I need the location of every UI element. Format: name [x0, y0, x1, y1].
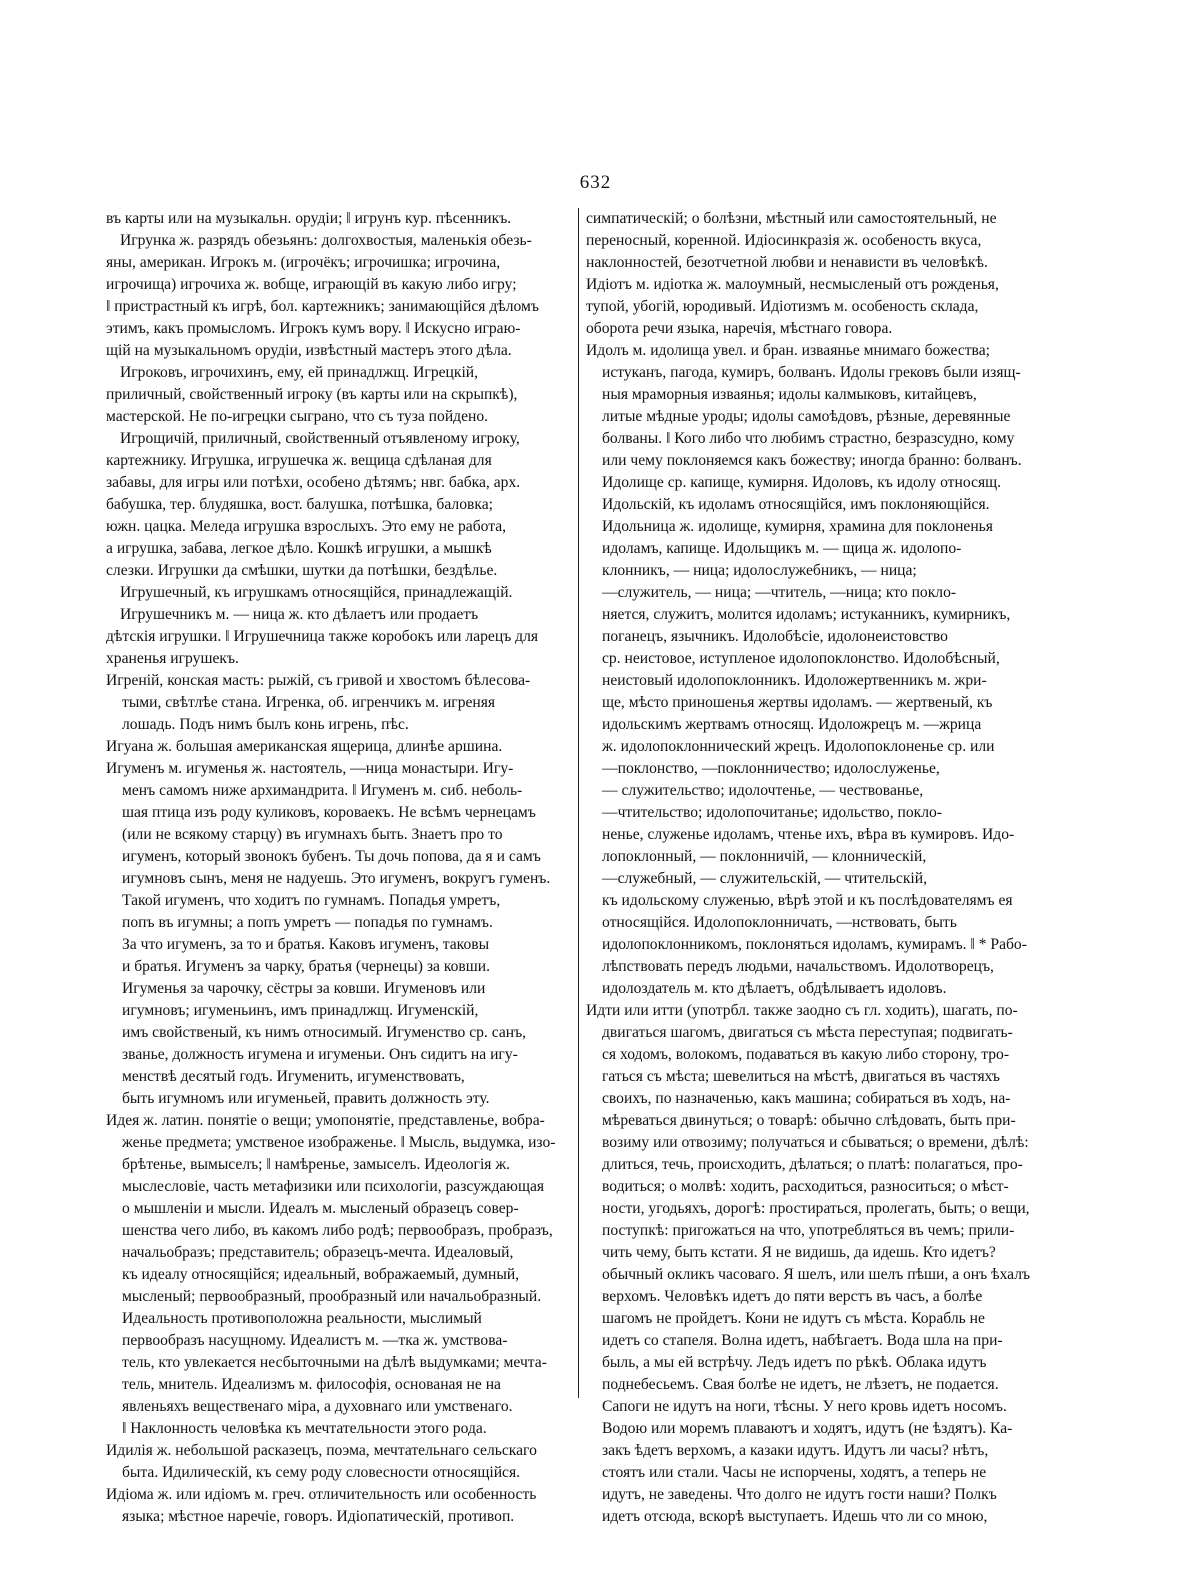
text-line: идолопоклонникомъ, поклоняться идоламъ, кумирамъ. ‖ * Рабо-: [602, 936, 1027, 953]
text-line: ще, мѣсто приношенья жертвы идоламъ. — жертвеный, къ: [602, 694, 993, 711]
text-line: ср. неистовое, иступленое идолопоклонство. Идолобѣсный,: [602, 650, 1000, 667]
text-line: Игуменья за чарочку, сёстры за ковши. Игуменовъ или: [122, 980, 486, 997]
text-line: ‖ пристрастный къ игрѣ, бол. картежникъ; занимающійся дѣломъ: [106, 298, 539, 315]
text-line: водиться; о молвѣ: ходить, расходиться, разноситься; о мѣст-: [602, 1178, 1009, 1195]
text-line: Идіотъ м. идіотка ж. малоумный, несмысленый отъ рожденья,: [586, 276, 999, 293]
text-line: въ карты или на музыкальн. орудіи; ‖ игрунъ кур. пѣсенникъ.: [106, 210, 512, 227]
text-line: ности, угодьяхъ, дорогѣ: простираться, пролегать, быть; о вещи,: [602, 1200, 1030, 1217]
text-line: идутъ, не заведены. Что долго не идутъ гости наши? Полкъ: [602, 1486, 997, 1503]
text-line: Водою или моремъ плаваютъ и ходятъ, идутъ (не ѣздятъ). Ка-: [602, 1420, 1013, 1437]
text-line: менствѣ десятый годъ. Игуменить, игуменствовать,: [122, 1068, 465, 1085]
text-line: дѣтскія игрушки. ‖ Игрушечница также коробокъ или ларецъ для: [106, 628, 539, 645]
text-line: забавы, для игры или потѣхи, особено дѣтямъ; нвг. бабка, арх.: [106, 474, 521, 491]
text-line: брѣтенье, вымыселъ; ‖ намѣренье, замыселъ. Идеологія ж.: [122, 1156, 511, 1173]
text-line: Идея ж. латин. понятіе о вещи; умопонятіе, представленье, вобра-: [106, 1112, 545, 1129]
text-line: переносный, коренной. Идіосинкразія ж. особеность вкуса,: [586, 232, 982, 249]
text-line: игумновъ; игуменьинъ, имъ принадлжщ. Игуменскій,: [122, 1002, 479, 1019]
text-line: Идолъ м. идолища увел. и бран. изваянье мнимаго божества;: [586, 342, 990, 359]
text-line: званье, должность игумена и игуменьи. Онъ сидитъ на игу-: [122, 1046, 518, 1063]
text-line: менъ самомъ ниже архимандрита. ‖ Игуменъ м. сиб. неболь-: [122, 782, 523, 799]
text-line: Игроковъ, игрочихинъ, ему, ей принадлжщ. Игрецкій,: [120, 364, 479, 381]
text-line: возиму или отвозиму; получаться и сбываться; о времени, дѣлѣ:: [602, 1134, 1029, 1151]
text-line: лѣпствовать передъ людьми, начальствомъ. Идолотворецъ,: [602, 958, 994, 975]
text-line: начальобразъ; представитель; образецъ-мечта. Идеаловый,: [122, 1244, 514, 1261]
text-line: ж. идолопоклоннический жрецъ. Идолопоклоненье ср. или: [602, 738, 995, 755]
text-line: Игрушечный, къ игрушкамъ относящійся, принадлежащій.: [120, 584, 513, 601]
text-line: этимъ, какъ промысломъ. Игрокъ кумъ вору. ‖ Искусно играю-: [106, 320, 521, 337]
text-line: Игрунка ж. разрядъ обезьянъ: долгохвостыя, маленькія обезь-: [120, 232, 532, 249]
text-line: лопоклонный, — поклонничій, — клонническій,: [602, 848, 927, 865]
text-line: попъ въ игумны; а попъ умретъ — попадья по гумнамъ.: [122, 914, 493, 931]
text-line: своихъ, по назначенью, какъ машина; собираться въ ходъ, на-: [602, 1090, 1011, 1107]
text-line: быть игумномъ или игуменьей, править должность эту.: [122, 1090, 490, 1107]
text-line: ныя мраморныя изваянья; идолы калмыковъ, китайцевъ,: [602, 386, 977, 403]
text-line: Игреній, конская масть: рыжій, съ гривой и хвостомъ бѣлесова-: [106, 672, 531, 689]
text-line: гаться съ мѣста; шевелиться на мѣстѣ, двигаться въ частяхъ: [602, 1068, 1000, 1085]
text-line: поднебесьемъ. Свая болѣе не идетъ, не лѣзетъ, не подается.: [602, 1376, 999, 1393]
text-line: къ идеалу относящійся; идеальный, вображаемый, думный,: [122, 1266, 520, 1283]
text-line: Такой игуменъ, что ходитъ по гумнамъ. Попадья умретъ,: [122, 892, 501, 909]
text-line: ‖ Наклонность человѣка къ мечтательности этого рода.: [122, 1420, 487, 1437]
text-line: поганецъ, язычникъ. Идолобѣсіе, идолонеистовство: [602, 628, 948, 645]
text-line: шенства чего либо, въ какомъ либо родѣ; первообразъ, пробразъ,: [122, 1222, 553, 1239]
text-line: быль, а мы ей встрѣчу. Ледъ идетъ по рѣкѣ. Облака идутъ: [602, 1354, 987, 1371]
text-line: — служительство; идолочтенье, — чествованье,: [602, 782, 924, 799]
text-line: приличный, свойственный игроку (въ карты или на скрыпкѣ),: [106, 386, 518, 403]
text-line: Игуменъ м. игуменья ж. настоятель, —ница монастыри. Игу-: [106, 760, 514, 777]
text-line: мыслесловіе, часть метафизики или психологіи, разсуждающая: [122, 1178, 545, 1195]
text-line: тель, мнитель. Идеализмъ м. философія, основаная не на: [122, 1376, 501, 1393]
text-line: мысленый; первообразный, прообразный или начальобразный.: [122, 1288, 542, 1305]
text-line: слезки. Игрушки да смѣшки, шутки да потѣшки, бездѣлье.: [106, 562, 498, 579]
text-line: картежнику. Игрушка, игрушечка ж. вещица сдѣланая для: [106, 452, 492, 469]
text-line: или чему поклоняемся какъ божеству; иногда бранно: болванъ.: [602, 452, 1022, 469]
text-line: о мышленіи и мысли. Идеалъ м. мысленый образецъ совер-: [122, 1200, 519, 1217]
text-line: относящійся. Идолопоклонничать, —нствовать, быть: [602, 914, 957, 931]
text-line: наклонностей, безотчетной любви и ненависти въ человѣкѣ.: [586, 254, 988, 271]
text-line: ся ходомъ, волокомъ, подаваться въ какую либо сторону, тро-: [602, 1046, 1010, 1063]
text-line: идетъ со стапеля. Волна идетъ, набѣгаетъ. Вода шла на при-: [602, 1332, 1003, 1349]
text-line: болваны. ‖ Кого либо что любимъ страстно, безразсудно, кому: [602, 430, 1015, 447]
text-line: Игрощичій, приличный, свойственный отъявленому игроку,: [120, 430, 520, 447]
text-line: Идолище ср. капище, кумирня. Идоловъ, къ идолу относящ.: [602, 474, 1002, 491]
page-number: 632: [579, 172, 612, 193]
column-divider: [578, 208, 579, 1398]
text-line: женье предмета; умственое изображенье. ‖ Мысль, выдумка, изо-: [122, 1134, 556, 1151]
text-line: Идти или итти (употрбл. также заодно съ гл. ходить), шагать, по-: [586, 1002, 1018, 1019]
text-line: обычный окликъ часоваго. Я шелъ, или шелъ пѣши, а онъ ѣхалъ: [602, 1266, 1031, 1283]
text-line: —служитель, — ница; —чтитель, —ница; кто покло-: [602, 584, 957, 601]
text-line: игумновъ сынъ, меня не надуешь. Это игуменъ, вокругъ гуменъ.: [122, 870, 551, 887]
text-line: литые мѣдные уроды; идолы самоѣдовъ, рѣзные, деревянные: [602, 408, 1011, 425]
text-line: —служебный, — служительскій, — чтительскій,: [602, 870, 927, 887]
text-line: неистовый идолопоклонникъ. Идоложертвенникъ м. жри-: [602, 672, 987, 689]
text-line: а игрушка, забава, легкое дѣло. Кошкѣ игрушки, а мышкѣ: [106, 540, 492, 557]
text-line: верхомъ. Человѣкъ идетъ до пяти верстъ въ часъ, а болѣе: [602, 1288, 983, 1305]
text-line: закъ ѣдетъ верхомъ, а казаки идутъ. Идутъ ли часы? нѣтъ,: [602, 1442, 989, 1459]
text-line: Игуана ж. большая американская ящерица, длинѣе аршина.: [106, 738, 503, 755]
text-line: Идольница ж. идолище, кумирня, храмина для поклоненья: [602, 518, 993, 535]
text-line: первообразъ насущному. Идеалистъ м. —тка ж. умствова-: [122, 1332, 508, 1349]
text-line: и братья. Игуменъ за чарку, братья (чернецы) за ковши.: [122, 958, 491, 975]
text-line: ненье, служенье идоламъ, чтенье ихъ, вѣра въ кумировъ. Идо-: [602, 826, 1015, 843]
text-line: чить чему, быть кстати. Я не видишь, да идешь. Кто идетъ?: [602, 1244, 996, 1261]
left-column: [106, 208, 572, 1528]
text-line: къ идольскому служенью, вѣрѣ этой и къ послѣдователямъ ея: [602, 892, 1013, 909]
text-line: идольскимъ жертвамъ относящ. Идоложрецъ м. —жрица: [602, 716, 982, 733]
text-line: идолоздатель м. кто дѣлаетъ, обдѣлываетъ идоловъ.: [602, 980, 947, 997]
text-line: имъ свойственый, къ нимъ относимый. Игуменство ср. санъ,: [122, 1024, 527, 1041]
text-line: явленьяхъ вещественаго міра, а духовнаго или умственаго.: [122, 1398, 513, 1415]
text-line: Идіома ж. или идіомъ м. греч. отличительность или особенность: [106, 1486, 537, 1503]
text-line: шая птица изъ роду куликовъ, короваекъ. Не всѣмъ чернецамъ: [122, 804, 536, 821]
text-line: языка; мѣстное наречіе, говоръ. Идіопатическій, противоп.: [122, 1508, 515, 1525]
text-line: Идольскій, къ идоламъ относящійся, имъ поклоняющійся.: [602, 496, 990, 513]
text-line: клонникъ, — ница; идолослужебникъ, — ница;: [602, 562, 917, 579]
text-line: южн. цацка. Меледа игрушка взрослыхъ. Это ему не работа,: [106, 518, 507, 535]
text-line: тыми, свѣтлѣе стана. Игренка, об. игренчикъ м. игреняя: [122, 694, 496, 711]
text-line: лошадь. Подъ нимъ былъ конь игрень, пѣс.: [122, 716, 409, 733]
text-line: яны, американ. Игрокъ м. (игрочёкъ; игрочишка; игрочина,: [106, 254, 501, 271]
text-line: двигаться шагомъ, двигаться съ мѣста переступая; подвигать-: [602, 1024, 1013, 1041]
text-line: мастерской. Не по-игрецки сыграно, что съ туза пойдено.: [106, 408, 489, 425]
text-line: Идеальность противоположна реальности, мыслимый: [122, 1310, 482, 1327]
text-line: тель, кто увлекается несбыточными на дѣлѣ выдумками; мечта-: [122, 1354, 547, 1371]
text-line: тупой, убогій, юродивый. Идіотизмъ м. особеность склада,: [586, 298, 979, 315]
text-line: (или не всякому старцу) въ игумнахъ быть. Знаетъ про то: [122, 826, 503, 843]
text-line: мѣреваться двинуться; о товарѣ: обычно слѣдовать, быть при-: [602, 1112, 1016, 1129]
text-line: идетъ отсюда, вскорѣ выступаетъ. Идешь что ли со мною,: [602, 1508, 988, 1525]
text-line: шагомъ не пройдетъ. Кони не идутъ съ мѣста. Корабль не: [602, 1310, 985, 1327]
text-line: игуменъ, который звонокъ бубенъ. Ты дочь попова, да я и самъ: [122, 848, 541, 865]
text-line: щій на музыкальномъ орудіи, извѣстный мастеръ этого дѣла.: [106, 342, 512, 359]
text-line: Идилія ж. небольшой расказецъ, поэма, мечтательнаго сельскаго: [106, 1442, 537, 1459]
text-line: —чтительство; идолопочитанье; идольство, покло-: [602, 804, 942, 821]
text-line: Сапоги не идутъ на ноги, тѣсны. У него кровь идетъ носомъ.: [602, 1398, 1007, 1415]
text-line: быта. Идилическій, къ сему роду словесности относящійся.: [122, 1464, 521, 1481]
text-line: оборота речи языка, наречія, мѣстнаго говора.: [586, 320, 893, 337]
text-line: стоятъ или стали. Часы не испорчены, ходятъ, а теперь не: [602, 1464, 987, 1481]
text-line: За что игуменъ, за то и братья. Каковъ игуменъ, таковы: [122, 936, 490, 953]
text-line: идоламъ, капище. Идольщикъ м. — щица ж. идолопо-: [602, 540, 962, 557]
text-line: истуканъ, пагода, кумиръ, болванъ. Идолы грековъ были изящ-: [602, 364, 1021, 381]
text-line: Игрушечникъ м. — ница ж. кто дѣлаетъ или продаетъ: [120, 606, 479, 623]
right-column: [586, 208, 1056, 1528]
text-line: симпатическій; о болѣзни, мѣстный или самостоятельный, не: [586, 210, 997, 227]
text-line: бабушка, тер. блудяшка, вост. балушка, потѣшка, баловка;: [106, 496, 493, 513]
text-line: длиться, течь, происходить, дѣлаться; о платѣ: полагаться, про-: [602, 1156, 1023, 1173]
text-line: няется, служитъ, молится идоламъ; истуканникъ, кумирникъ,: [602, 606, 1011, 623]
text-line: —поклонство, —поклонничество; идолослуженье,: [602, 760, 940, 777]
text-line: игрочища) игрочиха ж. вобще, играющій въ какую либо игру;: [106, 276, 517, 293]
text-line: поступкѣ: пригожаться на что, употребляться въ чемъ; прили-: [602, 1222, 1015, 1239]
text-line: храненья игрушекъ.: [106, 650, 239, 667]
